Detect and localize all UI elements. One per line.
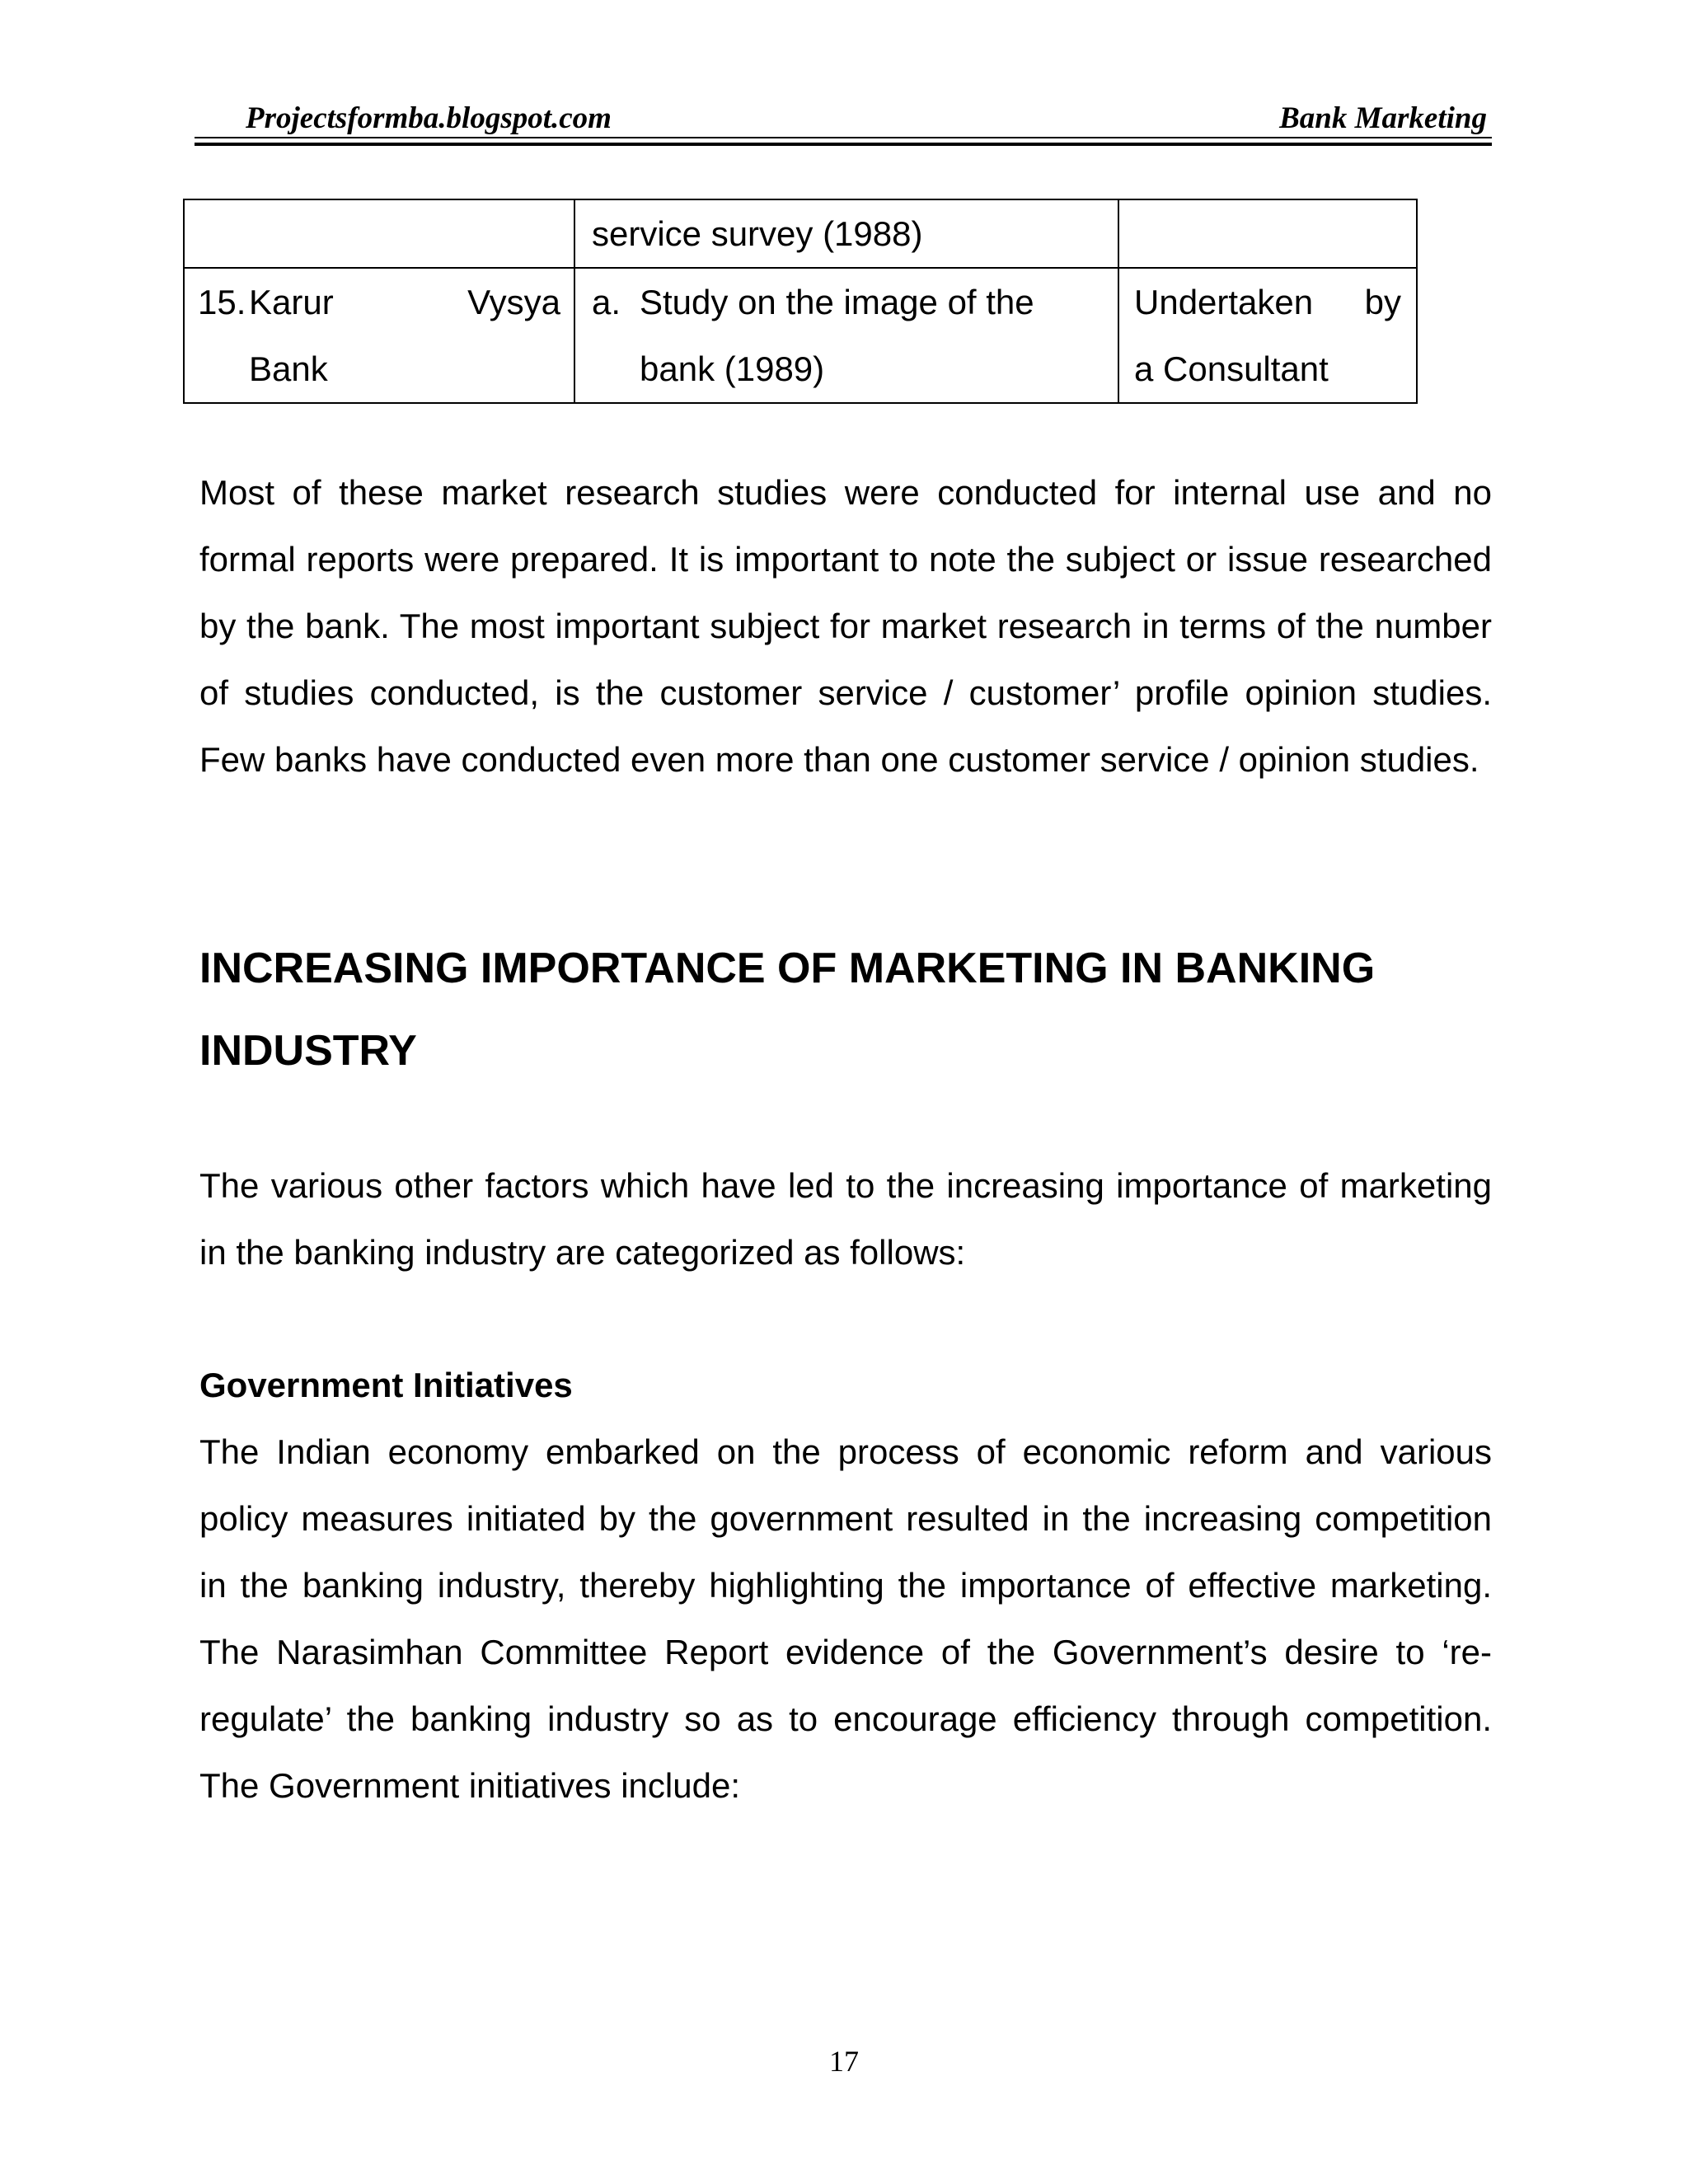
paragraph-government-initiatives: The Indian economy embarked on the process of economic reform and various policy measures initiated by the government resulted in the increasing competition in the banking industry, thereby highlighting the importance of effective marketing. The Narasimhan Committee Report evidence of the Government’s desire to ‘re-regulate’ the banking industry so as to encourage efficiency through competition. The Government initiatives include: (199, 1432, 1492, 1805)
table-row (184, 268, 1417, 403)
study-continuation-text: service survey (1988) (592, 214, 923, 253)
remark-word: Undertaken (1134, 283, 1314, 321)
section-heading: INCREASING IMPORTANCE OF MARKETING IN BANKING INDUSTRY (199, 944, 1376, 1075)
study-text-line: bank (1989) (640, 349, 825, 388)
study-text-line: Study on the image of the (640, 283, 1034, 321)
table-cell-remark (1118, 268, 1417, 403)
bank-name-line: Bank (249, 349, 328, 388)
page-header (195, 97, 1492, 140)
bank-name-word: Vysya (467, 283, 560, 321)
study-letter: a. (592, 283, 621, 321)
market-research-table (183, 199, 1418, 404)
paragraph-factors-intro: The various other factors which have led to the increasing importance of marketing in the banking industry are categorized as follows: (199, 1166, 1492, 1272)
table-cell-remark (1118, 199, 1417, 268)
bank-name-word: Karur (249, 283, 334, 321)
page-number: 17 (829, 2045, 859, 2078)
table-cell-bank (184, 199, 574, 268)
remark-text-line: a Consultant (1134, 349, 1329, 388)
header-document-title: Bank Marketing (1279, 101, 1487, 135)
subsection-heading: Government Initiatives (199, 1366, 573, 1404)
row-number: 15. (198, 283, 246, 321)
paragraph-research-studies: Most of these market research studies were conducted for internal use and no formal reports were prepared. It is important to note the subject or issue researched by the bank. The most important subject for market research in terms of the number of studies conducted, is the customer service / customer’ profile opinion studies. Few banks have conducted even more than one customer service / opinion studies. (199, 473, 1492, 779)
header-site-name: Projectsformba.blogspot.com (246, 101, 612, 135)
table-row (184, 199, 1417, 268)
table-cell-bank (184, 268, 574, 403)
header-rule-thin (195, 137, 1492, 138)
header-rule-thick (195, 143, 1492, 146)
table-cell-study (574, 268, 1118, 403)
remark-word: by (1364, 283, 1401, 321)
table-cell-study (574, 199, 1118, 268)
